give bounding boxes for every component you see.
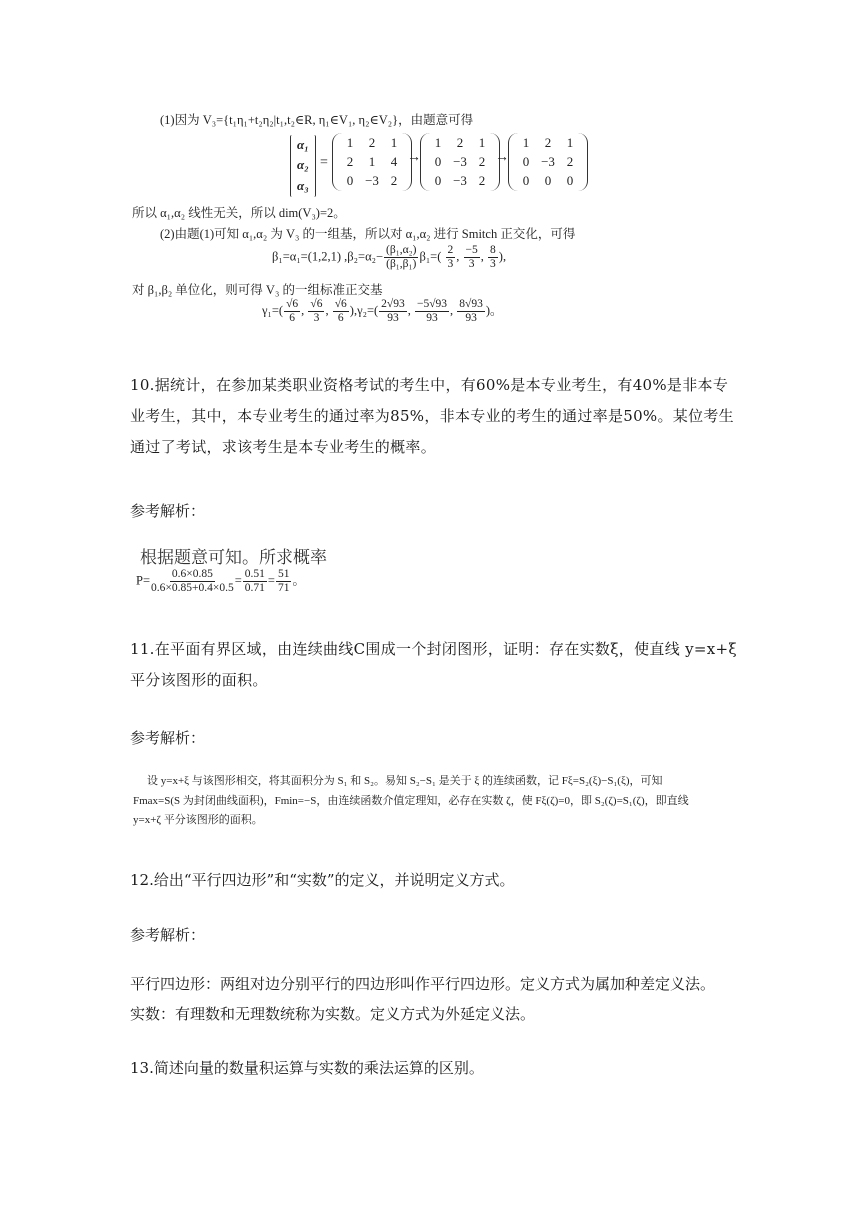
frac-num: 8: [488, 244, 498, 258]
gamma2-label: ),γ₂=(: [349, 303, 379, 318]
gamma2-val: [415, 298, 449, 325]
frac-den: 3: [313, 312, 320, 325]
q11-ans-line2: Fmax=S(S 为封闭曲线面积)，Fmin=−S，由连续函数介值定理知，必存在实数 ζ，使 Fξ(ζ)=0，即 S₂(ζ)=S₁(ζ)，即直线: [133, 795, 689, 807]
frac-num: (β₁,α₂): [384, 244, 418, 258]
gamma-end: )。: [485, 303, 503, 318]
beta-fraction: [384, 244, 418, 271]
q11-ans-line1: 设 y=x+ξ 与该图形相交，将其面积分为 S₁ 和 S₂。易知 S₂−S₁ 是关于 ξ 的连续函数，记 Fξ=S₂(ξ)−S₁(ξ)，可知: [147, 775, 663, 787]
m2-cell: 1: [478, 135, 486, 150]
sol9-line3: (2)由题(1)可知 α₁,α₂ 为 V₃ 的一组基，所以对 α₁,α₂ 进行 Smitch 正交化，可得: [160, 227, 576, 241]
question-12-text: 12.给出“平行四边形”和“实数”的定义，并说明定义方式。: [130, 871, 515, 889]
gamma1-val: [308, 298, 324, 325]
q11-reference-label: 参考解析：: [130, 729, 206, 747]
frac-den: 3: [447, 258, 454, 271]
m3-cell: −3: [541, 154, 555, 169]
frac-num: 0.51: [243, 568, 267, 582]
frac-den: 6: [337, 312, 344, 325]
m3-cell: 0: [522, 154, 530, 169]
frac-den: 93: [465, 312, 477, 325]
frac-num: 2√93: [379, 298, 407, 312]
m2-cell: 2: [478, 154, 486, 169]
q10-reference-label: 参考解析：: [130, 502, 206, 520]
m1-cell: 1: [368, 154, 376, 169]
question-13-text: 13.简述向量的数量积运算与实数的乘法运算的区别。: [130, 1059, 484, 1077]
q12-reference-label: 参考解析：: [130, 926, 206, 944]
m2-cell: 0: [434, 154, 442, 169]
arrow-1: →: [407, 150, 421, 165]
m3-cell: 1: [522, 135, 530, 150]
matrix-1: [332, 133, 412, 191]
arrow-2: →: [495, 150, 509, 165]
alpha-3: α₃: [297, 177, 309, 193]
alpha-2: α₂: [297, 157, 309, 173]
sol9-line4: 对 β₁,β₂ 单位化，则可得 V₃ 的一组标准正交基: [132, 283, 383, 297]
matrix-2: [420, 133, 500, 191]
alpha-1: α₁: [297, 137, 309, 152]
frac-den: 3: [490, 258, 496, 271]
frac-num: √6: [308, 298, 324, 312]
sol9-line1: (1)因为 V₃={t₁η₁+t₂η₂|t₁,t₂∈R, η₁∈V₁, η₂∈V₂}，由题意可得: [160, 113, 474, 127]
gamma1-label: γ₁=(: [262, 303, 284, 318]
gamma-formula: γ₁=( $\frac{√6}{6}$ , $\frac{√6}{3}$ , $\frac{√6}{6}$ ),γ₂=( $\frac{2√93}{93}$ , $\frac{-5√93}{93}$ , $\frac{8√93}{93}$ )。: [262, 298, 503, 325]
question-11-text: 11.在平面有界区域，由连续曲线C围成一个封闭图形，证明：存在实数ξ，使直线 y=x+ξ平分该图形的面积。: [130, 640, 737, 689]
q10-frac-2: [243, 568, 267, 595]
beta-val: [488, 244, 498, 271]
beta-formula: β₁=α₁=(1,2,1) ,β₂=α₂− $\frac{\text{(β₁,α₂)}}{\text{(β₁,β₁)}}$ β₁=( $\frac{2}{3}$ , $\frac{-5}{3}$ , $\frac{8}{3}$ ),: [272, 244, 507, 271]
alpha-vector: [290, 135, 316, 197]
q12-answer-2: 实数：有理数和无理数统称为实数。定义方式为外延定义法。: [130, 1005, 536, 1023]
m2-cell: −3: [453, 173, 467, 188]
frac-num: −5√93: [415, 298, 449, 312]
m3-cell: 0: [544, 173, 552, 188]
m1-cell: 1: [346, 135, 354, 150]
frac-num: √6: [333, 298, 349, 312]
m1-cell: 0: [346, 173, 354, 188]
equals-sign: =: [320, 155, 328, 170]
m3-cell: 0: [566, 173, 574, 188]
matrix-3: [508, 133, 588, 191]
gamma2-val: [379, 298, 407, 325]
m3-cell: 2: [544, 135, 552, 150]
q10-frac-3: [276, 568, 292, 595]
m3-cell: 2: [566, 154, 574, 169]
m2-cell: 2: [478, 173, 486, 188]
gamma1-val: [333, 298, 349, 325]
m3-cell: 1: [566, 135, 574, 150]
beta-right: β₁=(: [419, 249, 442, 264]
m1-cell: −3: [365, 173, 379, 188]
beta-val: [464, 244, 480, 271]
m2-cell: 2: [456, 135, 464, 150]
q11-ans-line3: y=x+ζ 平分该图形的面积。: [133, 814, 263, 826]
frac-den: 0.6×0.85+0.4×0.5: [151, 582, 234, 595]
frac-num: 8√93: [457, 298, 485, 312]
frac-den: 6: [289, 312, 295, 325]
eq: =: [234, 573, 242, 588]
frac-num: √6: [284, 298, 300, 312]
gamma2-val: [457, 298, 485, 325]
p-label: P=: [136, 573, 151, 588]
frac-num: 51: [276, 568, 292, 582]
m2-cell: 0: [434, 173, 442, 188]
frac-num: −5: [464, 244, 480, 258]
beta-left: β₁=α₁=(1,2,1) ,β₂=α₂−: [272, 249, 384, 264]
m2-cell: −3: [453, 154, 467, 169]
m1-cell: 2: [346, 154, 354, 169]
m1-cell: 2: [390, 173, 398, 188]
frac-den: (β₁,β₁): [386, 258, 417, 271]
m1-cell: 1: [390, 135, 398, 150]
frac-den: 93: [426, 312, 438, 325]
sol9-line2: 所以 α₁,α₂ 线性无关，所以 dim(V₃)=2。: [132, 206, 346, 220]
q10-frac-1: [151, 568, 234, 595]
frac-den: 71: [277, 582, 290, 595]
question-10-text: 10.据统计，在参加某类职业资格考试的考生中，有60%是本专业考生，有40%是非本专业考生，其中，本专业考生的通过率为85%，非本专业的考生的通过率是50%。某位考生通过了考试，求该考生是本专业考生的概率。: [130, 376, 734, 456]
gamma1-val: [284, 298, 300, 325]
eq: =: [267, 573, 275, 588]
q10-answer-title: 根据题意可知。所求概率: [140, 548, 327, 568]
frac-den: 0.71: [244, 582, 265, 595]
q12-answer-1: 平行四边形：两组对边分别平行的四边形叫作平行四边形。定义方式为属加种差定义法。: [130, 975, 716, 993]
m1-cell: 2: [368, 135, 376, 150]
frac-den: 3: [468, 258, 475, 271]
frac-den: 93: [387, 312, 399, 325]
end: 。: [292, 573, 305, 588]
m3-cell: 0: [522, 173, 530, 188]
beta-val: [446, 244, 456, 271]
m2-cell: 1: [434, 135, 442, 150]
m1-cell: 4: [390, 154, 398, 169]
frac-num: 0.6×0.85: [170, 568, 215, 582]
q10-answer-formula: [136, 568, 305, 595]
frac-num: 2: [446, 244, 456, 258]
